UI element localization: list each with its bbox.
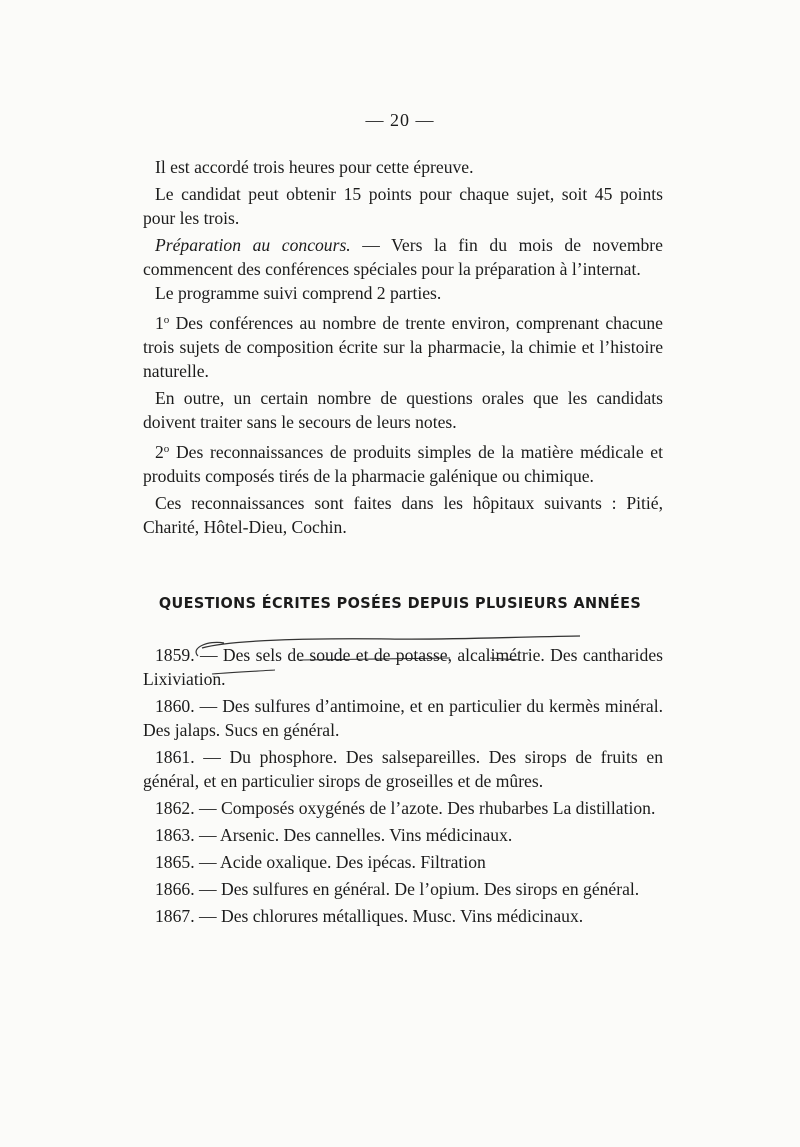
question-year: 1863.: [155, 825, 195, 845]
paragraph-text: Ces reconnaissances sont faites dans les hôpitaux suivants : Pitié, Charité, Hôtel-Dieu, Cochin.: [143, 493, 663, 537]
question-year: 1859.: [155, 645, 195, 665]
question-text: — Des sulfures en général. De l’opium. Des sirops en général.: [194, 879, 640, 899]
list-item: [143, 694, 663, 742]
question-text: — Arsenic. Des cannelles. Vins médicinaux.: [194, 825, 513, 845]
list-item: [143, 877, 663, 901]
list-item: [143, 904, 663, 928]
paragraph-text: — Vers la fin du mois de novembre commencent des conférences spéciales pour la préparation à l’internat.: [143, 235, 663, 279]
question-text: — Des sulfures d’antimoine, et en particulier du kermès minéral. Des jalaps. Sucs en général.: [143, 696, 663, 740]
paragraph-text: Le candidat peut obtenir 15 points pour chaque sujet, soit 45 points pour les trois.: [143, 184, 663, 228]
question-text: — Composés oxygénés de l’azote. Des rhubarbes La distillation.: [194, 798, 656, 818]
question-year: 1861.: [155, 747, 195, 767]
paragraph-text: En outre, un certain nombre de questions orales que les candidats doivent traiter sans le secours de leurs notes.: [143, 388, 663, 432]
page-number: — 20 —: [365, 110, 435, 130]
item-number: 1: [155, 313, 164, 333]
question-text: — Des sels de soude et de potasse, alcalimétrie. Des cantharides Lixiviation.: [143, 645, 663, 689]
paragraph: [143, 281, 663, 305]
paragraph: [143, 386, 663, 434]
question-year: 1862.: [155, 798, 195, 818]
questions-list: [143, 643, 663, 928]
question-year: 1860.: [155, 696, 195, 716]
list-item: [143, 850, 663, 874]
list-item: [143, 643, 663, 691]
paragraph-text: Le programme suivi comprend 2 parties.: [155, 283, 442, 303]
paragraph: [143, 491, 663, 539]
paragraph: [143, 308, 663, 383]
paragraph-text: Des reconnaissances de produits simples de la matière médicale et produits composés tirés de la pharmacie galénique ou chimique.: [143, 442, 663, 486]
paragraph-lead: Préparation au concours.: [155, 235, 351, 255]
ordinal-mark: o: [163, 443, 170, 455]
list-item: [143, 745, 663, 793]
paragraph: [143, 233, 663, 281]
question-year: 1865.: [155, 852, 195, 872]
question-text: — Acide oxalique. Des ipécas. Filtration: [194, 852, 486, 872]
paragraph-text: Il est accordé trois heures pour cette épreuve.: [155, 157, 474, 177]
paragraph-text: Des conférences au nombre de trente environ, comprenant chacune trois sujets de composition écrite sur la pharmacie, la chimie et l’histoire naturelle.: [143, 313, 663, 381]
ordinal-mark: o: [163, 314, 170, 326]
question-year: 1867.: [155, 906, 195, 926]
list-item: [143, 823, 663, 847]
intro-text-block: [143, 155, 663, 539]
section-heading: QUESTIONS ÉCRITES POSÉES DEPUIS PLUSIEURS ANNÉES: [158, 594, 642, 612]
question-text: — Des chlorures métalliques. Musc. Vins médicinaux.: [194, 906, 584, 926]
question-year: 1866.: [155, 879, 195, 899]
list-item: [143, 796, 663, 820]
paragraph: [143, 155, 663, 179]
paragraph: [143, 182, 663, 230]
question-text: — Du phosphore. Des salsepareilles. Des sirops de fruits en général, et en particulier sirops de groseilles et de mûres.: [143, 747, 663, 791]
item-number: 2: [155, 442, 164, 462]
paragraph: [143, 437, 663, 488]
